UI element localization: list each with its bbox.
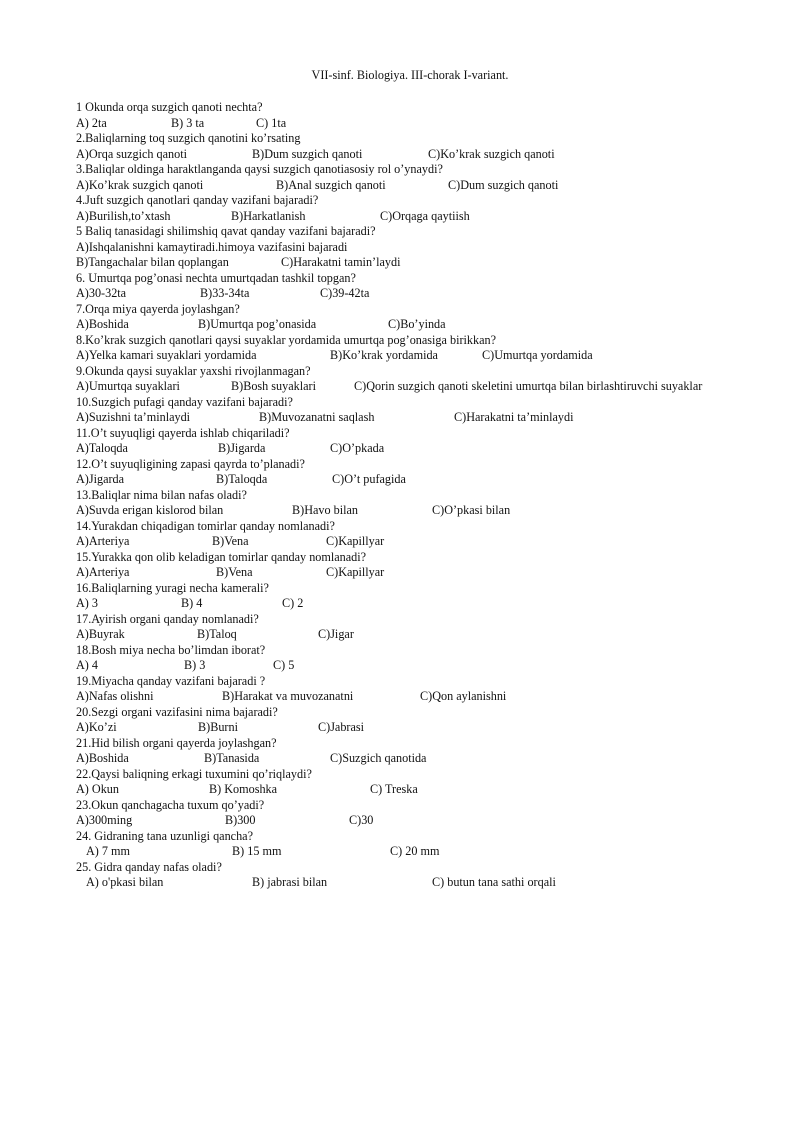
answer-option-a: A)Jigarda (76, 472, 125, 486)
answer-row (76, 410, 786, 426)
answer-option-b: B) 3 ta (171, 115, 205, 130)
answer-row (76, 813, 786, 829)
answer-option-b: B)Vena (212, 534, 249, 548)
answer-row (76, 534, 786, 550)
answer-option-a: A) 4 (76, 658, 99, 672)
answer-option-c: C)Qorin suzgich qanoti skeletini umurtqa bilan birlashtiruvchi suyaklar (354, 379, 703, 393)
answer-option-a: A)30-32ta (76, 286, 127, 300)
answer-option-b: B)Ko’krak yordamida (330, 348, 438, 362)
question-text: 23.Okun qanchagacha tuxum qo’yadi? (76, 797, 265, 812)
answer-row (76, 658, 786, 674)
answer-option-a: A)Arteriya (76, 534, 130, 548)
answer-option-b: B)Harkatlanish (231, 208, 306, 223)
answer-option-c: C)Kapillyar (326, 534, 385, 548)
answer-option-c: C)Orqaga qaytiish (380, 208, 470, 223)
answer-option-a: A)Yelka kamari suyaklari yordamida (76, 348, 257, 362)
answer-option-c: C) 1ta (256, 115, 287, 130)
answer-option-b: B)Burni (198, 720, 238, 734)
answer-row (76, 178, 786, 194)
answer-option-a: A)Suzishni ta’minlaydi (76, 410, 191, 424)
answer-option-a: A)300ming (76, 813, 133, 827)
answer-row (76, 240, 786, 256)
answer-option-b: B)Taloqda (216, 472, 268, 486)
answer-option-a: A)Arteriya (76, 565, 130, 579)
question-text: 12.O’t suyuqligining zapasi qayrda to’planadi? (76, 456, 305, 471)
answer-row (76, 317, 786, 333)
question-text: 15.Yurakka qon olib keladigan tomirlar qanday nomlanadi? (76, 549, 367, 564)
answer-option-b: B) 15 mm (232, 844, 282, 858)
answer-option-b: B)33-34ta (200, 286, 250, 300)
answer-row (76, 689, 786, 705)
answer-option-a: A)Burilish,to’xtash (76, 208, 171, 223)
page-title: VII-sinf. Biologiya. III-chorak I-variant. (311, 68, 509, 82)
answer-row (76, 875, 786, 891)
question-text: 3.Baliqlar oldinga haraktlanganda qaysi suzgich qanotiasosiy rol o’ynaydi? (76, 162, 443, 176)
answer-option-c: C)Suzgich qanotida (330, 751, 427, 765)
answer-row (76, 596, 786, 612)
answer-option-c: C)Dum suzgich qanoti (448, 177, 559, 192)
answer-option-a: B)Tangachalar bilan qoplangan (76, 255, 229, 269)
answer-row (76, 255, 786, 271)
answer-option-c: C)Kapillyar (326, 565, 385, 579)
question-text: 21.Hid bilish organi qayerda joylashgan? (76, 735, 277, 750)
answer-option-c: C)Ko’krak suzgich qanoti (428, 146, 555, 161)
answer-row (76, 472, 786, 488)
answer-row (76, 503, 786, 519)
answer-option-a: A)Umurtqa suyaklari (76, 379, 180, 393)
answer-option-c: C) butun tana sathi orqali (432, 875, 556, 889)
answer-option-b: B)Havo bilan (292, 503, 359, 517)
answer-option-b: B) Komoshka (209, 782, 278, 796)
answer-option-c: C)Qon aylanishni (420, 689, 507, 703)
answer-option-c: C) 20 mm (390, 844, 440, 858)
answer-row (76, 209, 786, 225)
answer-option-c: C) 5 (273, 658, 295, 672)
answer-row (76, 286, 786, 302)
answer-option-c: C)30 (349, 813, 374, 827)
answer-option-b: B)300 (225, 813, 256, 827)
answer-option-c: C)Umurtqa yordamida (482, 348, 593, 362)
answer-option-a: A) o'pkasi bilan (86, 875, 164, 889)
answer-option-a: A) 2ta (76, 115, 107, 130)
answer-option-a: A)Taloqda (76, 441, 128, 455)
answer-option-b: B)Jigarda (218, 441, 266, 455)
answer-option-c: C)Jabrasi (318, 720, 365, 734)
answer-option-a: A)Boshida (76, 751, 129, 765)
answer-row (76, 844, 786, 860)
question-text: 1 Okunda orqa suzgich qanoti nechta? (76, 100, 263, 114)
answer-option-a: A)Ishqalanishni kamaytiradi.himoya vazifasini bajaradi (76, 239, 348, 254)
answer-option-c: C)Bo’yinda (388, 317, 446, 331)
question-text: 9.Okunda qaysi suyaklar yaxshi rivojlanmagan? (76, 363, 311, 378)
answer-option-b: B)Taloq (197, 627, 237, 641)
answer-option-a: A) Okun (76, 782, 119, 796)
question-text: 24. Gidraning tana uzunligi qancha? (76, 828, 253, 843)
question-text: 8.Ko’krak suzgich qanotlari qaysi suyaklar yordamida umurtqa pog’onasiga birikkan? (76, 332, 497, 347)
question-text: 2.Baliqlarning toq suzgich qanotini ko’rsating (76, 131, 301, 145)
answer-option-c: C)O’pkasi bilan (432, 503, 511, 517)
question-text: 14.Yurakdan chiqadigan tomirlar qanday nomlanadi? (76, 518, 335, 533)
question-text: 6. Umurtqa pog’onasi nechta umurtqadan tashkil topgan? (76, 270, 356, 285)
answer-row (76, 720, 786, 736)
answer-option-b: B)Dum suzgich qanoti (252, 146, 363, 161)
question-text: 11.O’t suyuqligi qayerda ishlab chiqariladi? (76, 425, 290, 440)
question-text: 19.Miyacha qanday vazifani bajaradi ? (76, 673, 266, 688)
answer-option-a: A)Boshida (76, 317, 129, 331)
answer-option-b: B)Tanasida (204, 751, 260, 765)
answer-option-b: B)Harakat va muvozanatni (222, 689, 354, 703)
answer-option-b: B) 3 (184, 658, 206, 672)
answer-row (76, 782, 786, 798)
question-text: 16.Baliqlarning yuragi necha kamerali? (76, 580, 269, 595)
question-text: 4.Juft suzgich qanotlari qanday vazifani bajaradi? (76, 193, 319, 207)
answer-option-a: A)Suvda erigan kislorod bilan (76, 503, 224, 517)
answer-option-b: B)Bosh suyaklari (231, 379, 316, 393)
answer-option-b: B)Vena (216, 565, 253, 579)
answer-row (76, 116, 786, 132)
answer-row (76, 751, 786, 767)
question-text: 5 Baliq tanasidagi shilimshiq qavat qanday vazifani bajaradi? (76, 224, 376, 238)
answer-option-c: C)O’pkada (330, 441, 385, 455)
answer-option-b: B) 4 (181, 596, 203, 610)
question-text: 13.Baliqlar nima bilan nafas oladi? (76, 487, 247, 502)
answer-option-c: C) 2 (282, 596, 304, 610)
question-text: 18.Bosh miya necha bo’limdan iborat? (76, 642, 266, 657)
question-text: 20.Sezgi organi vazifasini nima bajaradi? (76, 704, 278, 719)
answer-option-a: A)Buyrak (76, 627, 125, 641)
answer-option-a: A) 3 (76, 596, 99, 610)
question-list (76, 100, 786, 891)
question-text: 17.Ayirish organi qanday nomlanadi? (76, 611, 259, 626)
answer-option-a: A) 7 mm (86, 844, 131, 858)
question-text: 7.Orqa miya qayerda joylashgan? (76, 301, 240, 316)
answer-option-c: C) Treska (370, 782, 418, 796)
answer-row (76, 441, 786, 457)
answer-option-c: C)O’t pufagida (332, 472, 406, 486)
answer-row (76, 379, 786, 395)
question-text: 25. Gidra qanday nafas oladi? (76, 859, 222, 874)
answer-row (76, 565, 786, 581)
answer-option-c: C)Jigar (318, 627, 354, 641)
answer-option-a: A)Orqa suzgich qanoti (76, 146, 188, 161)
answer-row (76, 627, 786, 643)
answer-option-b: B) jabrasi bilan (252, 875, 328, 889)
answer-option-a: A)Ko’zi (76, 720, 117, 734)
answer-row (76, 348, 786, 364)
answer-option-b: B)Muvozanatni saqlash (259, 410, 375, 424)
question-text: 22.Qaysi baliqning erkagi tuxumini qo’riqlaydi? (76, 766, 312, 781)
answer-option-b: B)Umurtqa pog’onasida (198, 317, 317, 331)
answer-row (76, 147, 786, 163)
answer-option-c: C)39-42ta (320, 286, 370, 300)
answer-option-c: C)Harakatni ta’minlaydi (454, 410, 574, 424)
answer-option-b: B)Anal suzgich qanoti (276, 177, 386, 192)
answer-option-b: C)Harakatni tamin’laydi (281, 255, 401, 269)
answer-option-a: A)Ko’krak suzgich qanoti (76, 177, 204, 192)
question-text: 10.Suzgich pufagi qanday vazifani bajaradi? (76, 394, 293, 409)
answer-option-a: A)Nafas olishni (76, 689, 154, 703)
